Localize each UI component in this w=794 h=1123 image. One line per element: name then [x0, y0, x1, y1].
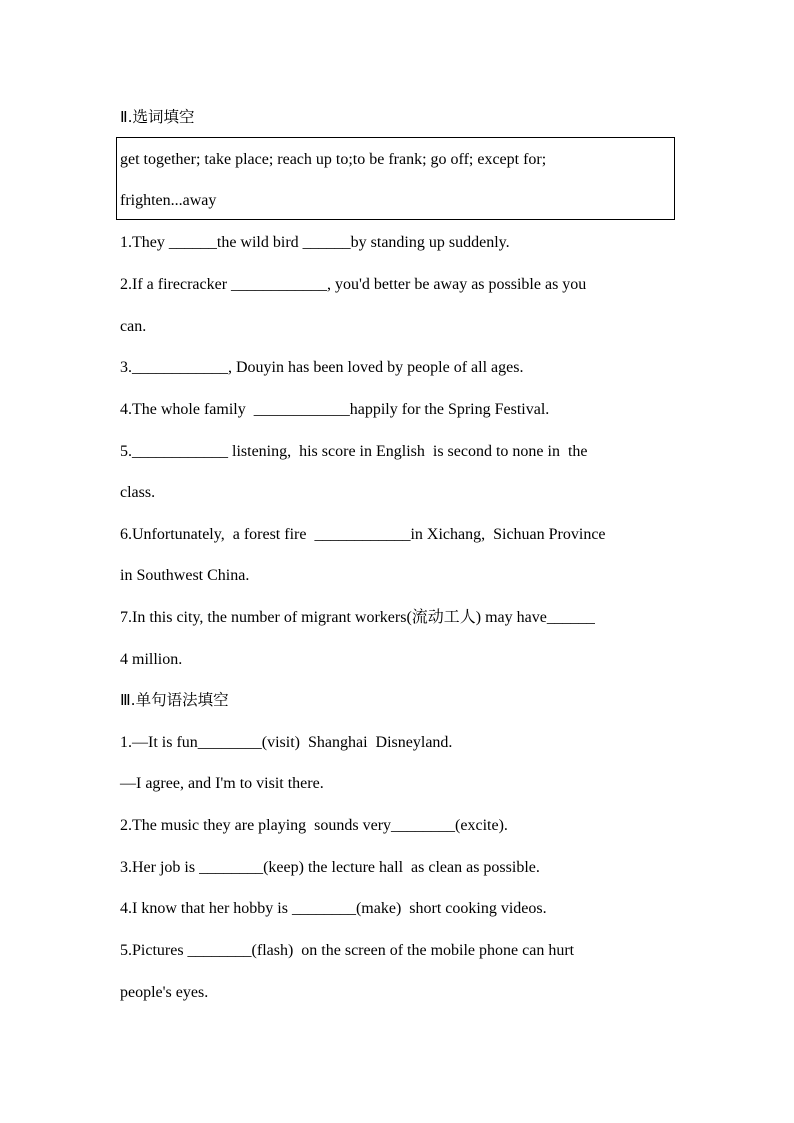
- section-2-item-7-cont: 4 million.: [120, 651, 183, 668]
- section-2-item-7: 7.In this city, the number of migrant workers(流动工人) may have______: [120, 609, 595, 626]
- section-2-item-5-cont: class.: [120, 484, 156, 501]
- section-2-heading: Ⅱ.选词填空: [120, 108, 195, 126]
- section-2-item-6: 6.Unfortunately, a forest fire ____________in Xichang, Sichuan Province: [120, 526, 606, 543]
- word-bank-line-2: frighten...away: [120, 192, 217, 209]
- section-3-heading: Ⅲ.单句语法填空: [120, 691, 229, 709]
- section-2-item-4: 4.The whole family ____________happily for the Spring Festival.: [120, 401, 550, 418]
- section-2-item-1: 1.They ______the wild bird ______by standing up suddenly.: [120, 234, 510, 251]
- word-bank-line-1: get together; take place; reach up to;to be frank; go off; except for;: [120, 151, 547, 168]
- section-2-item-5: 5.____________ listening, his score in English is second to none in the: [120, 443, 588, 460]
- section-3-item-5-cont: people's eyes.: [120, 984, 209, 1001]
- section-2-item-2: 2.If a firecracker ____________, you'd better be away as possible as you: [120, 276, 587, 293]
- section-2-item-3: 3.____________, Douyin has been loved by people of all ages.: [120, 359, 524, 376]
- section-3-item-1: 1.—It is fun________(visit) Shanghai Disneyland.: [120, 734, 453, 751]
- section-2-item-2-cont: can.: [120, 318, 147, 335]
- section-3-item-3: 3.Her job is ________(keep) the lecture hall as clean as possible.: [120, 859, 540, 876]
- section-3-item-5: 5.Pictures ________(flash) on the screen of the mobile phone can hurt: [120, 942, 575, 959]
- section-2-item-6-cont: in Southwest China.: [120, 567, 250, 584]
- section-3-item-4: 4.I know that her hobby is ________(make) short cooking videos.: [120, 900, 547, 917]
- section-3-item-1-reply: —I agree, and I'm to visit there.: [120, 775, 324, 792]
- section-3-item-2: 2.The music they are playing sounds very________(excite).: [120, 817, 508, 834]
- word-bank-box: [116, 137, 675, 220]
